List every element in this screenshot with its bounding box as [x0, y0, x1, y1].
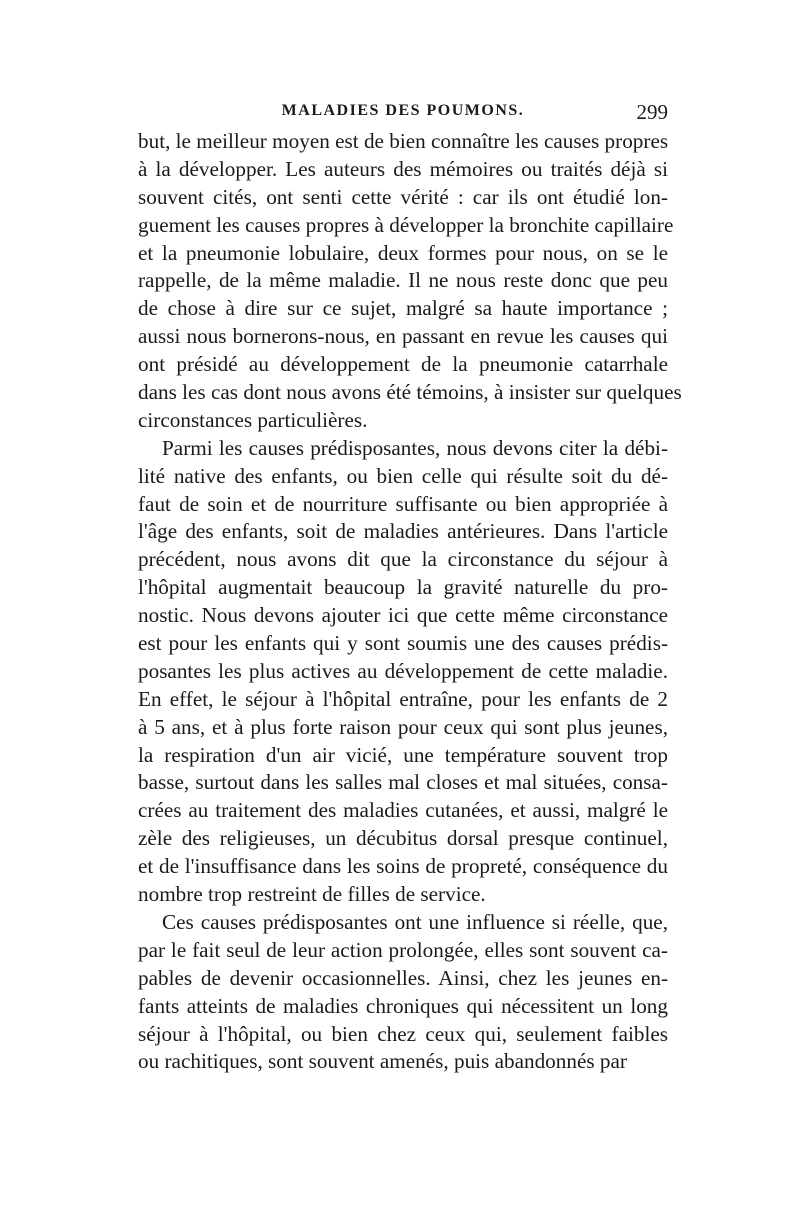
text-line: à 5 ans, et à plus forte raison pour ceux qui sont plus jeunes, — [138, 714, 668, 739]
text-line: Parmi les causes prédisposantes, nous devons citer la débi- — [162, 435, 668, 460]
text-line: En effet, le séjour à l'hôpital entraîne, pour les enfants de 2 — [138, 686, 668, 711]
text-line: précédent, nous avons dit que la circonstance du séjour à — [138, 547, 668, 572]
text-line: posantes les plus actives au développement de cette maladie. — [138, 658, 668, 683]
text-line: ou rachitiques, sont souvent amenés, puis abandonnés par — [138, 1049, 627, 1074]
text-line: nombre trop restreint de filles de service. — [138, 882, 486, 907]
text-line: souvent cités, ont senti cette vérité : car ils ont étudié lon- — [138, 184, 668, 209]
text-line: la respiration d'un air vicié, une température souvent trop — [138, 742, 668, 767]
page-header — [138, 100, 668, 126]
text-line: crées au traitement des maladies cutanées, et aussi, malgré le — [138, 798, 668, 823]
text-line: Ces causes prédisposantes ont une influence si réelle, que, — [162, 909, 668, 934]
paragraph — [138, 128, 682, 435]
text-line: fants atteints de maladies chroniques qui nécessitent un long — [138, 993, 668, 1018]
text-line: circonstances particulières. — [138, 407, 368, 432]
paragraph — [138, 909, 668, 1076]
text-line: nostic. Nous devons ajouter ici que cette même circonstance — [138, 603, 668, 628]
text-line: par le fait seul de leur action prolongée, elles sont souvent ca- — [138, 937, 668, 962]
text-line: séjour à l'hôpital, ou bien chez ceux qui, seulement faibles — [138, 1021, 668, 1046]
text-line: zèle des religieuses, un décubitus dorsal presque continuel, — [138, 826, 668, 851]
text-line: but, le meilleur moyen est de bien connaître les causes propres — [138, 129, 669, 153]
page-number: 299 — [636, 100, 668, 124]
text-line: l'âge des enfants, soit de maladies antérieures. Dans l'article — [138, 519, 668, 544]
body-text — [138, 128, 682, 1076]
text-line: guement les causes propres à développer la bronchite capillaire — [138, 212, 674, 237]
text-line: dans les cas dont nous avons été témoins, à insister sur quelques — [138, 380, 682, 405]
text-line: et la pneumonie lobulaire, deux formes pour nous, on se le — [138, 240, 668, 265]
text-line: faut de soin et de nourriture suffisante ou bien appropriée à — [138, 491, 668, 516]
text-line: est pour les enfants qui y sont soumis une des causes prédis- — [138, 631, 668, 656]
running-title: MALADIES DES POUMONS. — [281, 102, 525, 119]
text-line: et de l'insuffisance dans les soins de propreté, conséquence du — [138, 854, 668, 879]
text-line: ont présidé au développement de la pneumonie catarrhale — [138, 352, 668, 377]
text-line: lité native des enfants, ou bien celle qui résulte soit du dé- — [138, 463, 668, 488]
text-line: l'hôpital augmentait beaucoup la gravité naturelle du pro- — [138, 575, 668, 600]
text-line: à la développer. Les auteurs des mémoires ou traités déjà si — [138, 156, 668, 181]
text-line: aussi nous bornerons-nous, en passant en revue les causes qui — [138, 324, 668, 349]
paragraph — [138, 435, 668, 909]
text-line: de chose à dire sur ce sujet, malgré sa haute importance ; — [138, 296, 668, 321]
text-line: basse, surtout dans les salles mal closes et mal situées, consa- — [138, 770, 668, 795]
text-line: rappelle, de la même maladie. Il ne nous reste donc que peu — [138, 268, 668, 293]
text-line: pables de devenir occasionnelles. Ainsi, chez les jeunes en- — [138, 965, 668, 990]
